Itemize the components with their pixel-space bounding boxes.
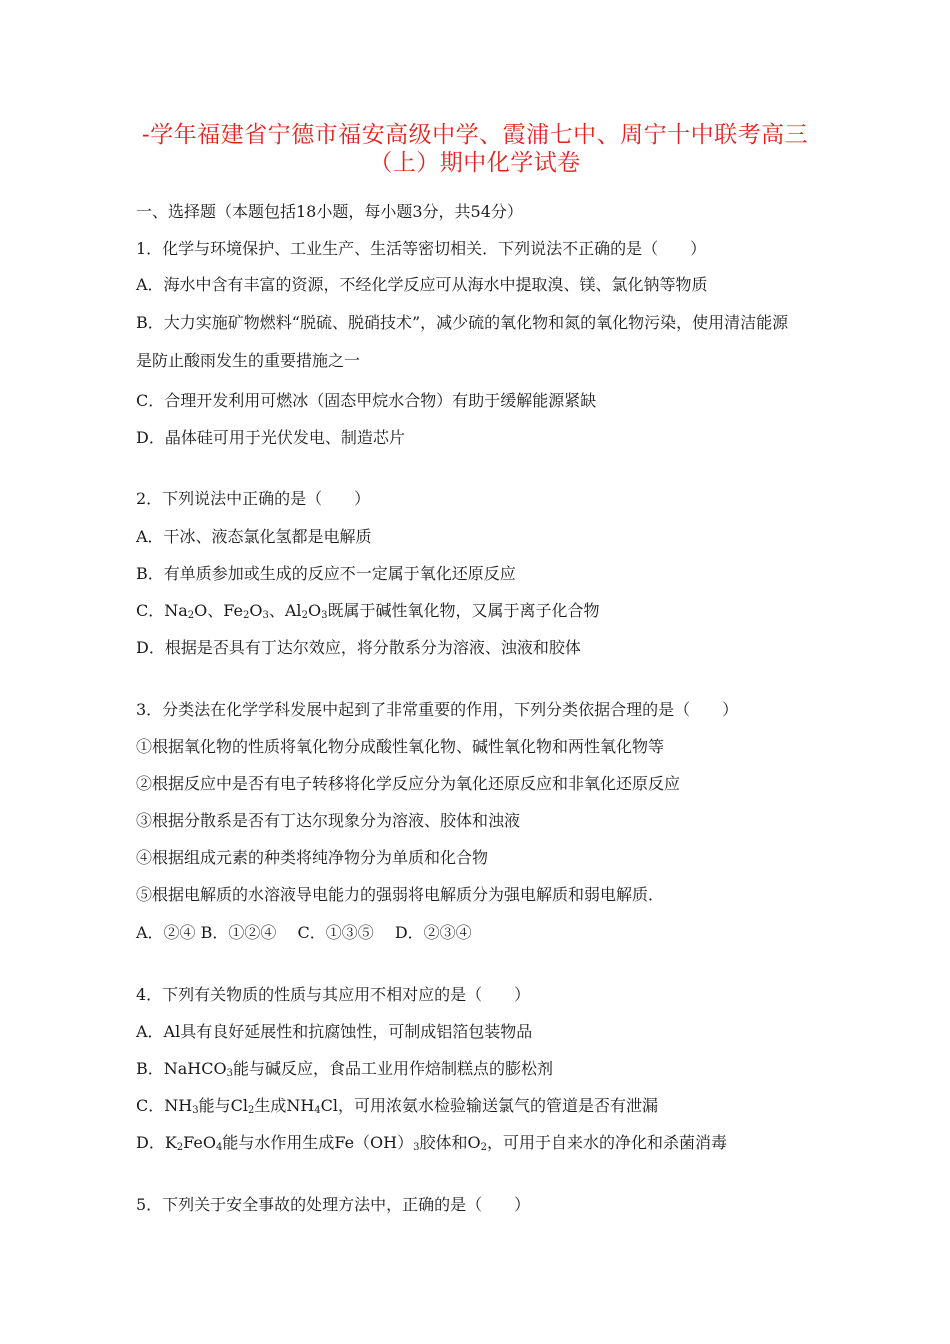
title-line-1: -学年福建省宁德市福安高级中学、霞浦七中、周宁十中联考高三: [141, 122, 809, 148]
q4-stem: 4．下列有关物质的性质与其应用不相对应的是（ ）: [136, 985, 531, 1004]
q2-option-c: C．$Na_2O$、$Fe_2O_3$、$Al_2O_3$既属于碱性氧化物，又属于离子化合物: [136, 601, 600, 621]
q3-item-5: ⑤根据电解质的水溶液导电能力的强弱将电解质分为强电解质和弱电解质．: [136, 885, 665, 904]
q3-item-4: ④根据组成元素的种类将纯净物分为单质和化合物: [136, 848, 489, 867]
q1-option-b-line2: 是防止酸雨发生的重要措施之一: [136, 351, 361, 370]
q1-stem: 1．化学与环境保护、工业生产、生活等密切相关．下列说法不正确的是（ ）: [136, 239, 707, 258]
q4-option-a: A．Al具有良好延展性和抗腐蚀性，可制成铝箔包装物品: [136, 1022, 533, 1041]
q2-option-b: B．有单质参加或生成的反应不一定属于氧化还原反应: [136, 564, 516, 583]
q2-stem: 2．下列说法中正确的是（ ）: [136, 489, 371, 508]
q4-option-b: B．NaHCO$_3$能与碱反应，食品工业用作焙制糕点的膨松剂: [136, 1059, 554, 1079]
q1-option-a: A．海水中含有丰富的资源，不经化学反应可从海水中提取溴、镁、氯化钠等物质: [136, 275, 708, 294]
q3-item-1: ①根据氧化物的性质将氧化物分成酸性氧化物、碱性氧化物和两性氧化物等: [136, 737, 665, 756]
q1-option-c: C．合理开发利用可燃冰（固态甲烷水合物）有助于缓解能源紧缺: [136, 391, 597, 410]
section-heading: 一、选择题（本题包括18小题，每小题3分，共54分）: [136, 202, 523, 221]
q3-item-2: ②根据反应中是否有电子转移将化学反应分为氧化还原反应和非氧化还原反应: [136, 774, 681, 793]
q4-option-c: C．$NH_3$能与$Cl_2$生成$NH_4Cl$，可用浓氨水检验输送氯气的管道是否有泄漏: [136, 1096, 659, 1116]
q3-options: A．②④ B．①②④ C．①③⑤ D．②③④: [136, 923, 472, 942]
q2-option-a: A．干冰、液态氯化氢都是电解质: [136, 527, 372, 546]
q3-item-3: ③根据分散系是否有丁达尔现象分为溶液、胶体和浊液: [136, 811, 521, 830]
q4-option-d: D．$K_2FeO_4$能与水作用生成$Fe(OH)_3$胶体和$O_2$，可用于自来水的净化和杀菌消毒: [136, 1133, 728, 1153]
title-line-2: （上）期中化学试卷: [369, 150, 581, 176]
q1-option-d: D．晶体硅可用于光伏发电、制造芯片: [136, 428, 405, 447]
q3-stem: 3．分类法在化学学科发展中起到了非常重要的作用，下列分类依据合理的是（ ）: [136, 700, 739, 719]
q2-option-d: D．根据是否具有丁达尔效应，将分散系分为溶液、浊液和胶体: [136, 638, 581, 657]
q1-option-b-line1: B．大力实施矿物燃料“脱硫、脱硝技术”，减少硫的氧化物和氮的氧化物污染，使用清洁能源: [136, 313, 789, 332]
q5-stem: 5．下列关于安全事故的处理方法中，正确的是（ ）: [136, 1195, 531, 1214]
